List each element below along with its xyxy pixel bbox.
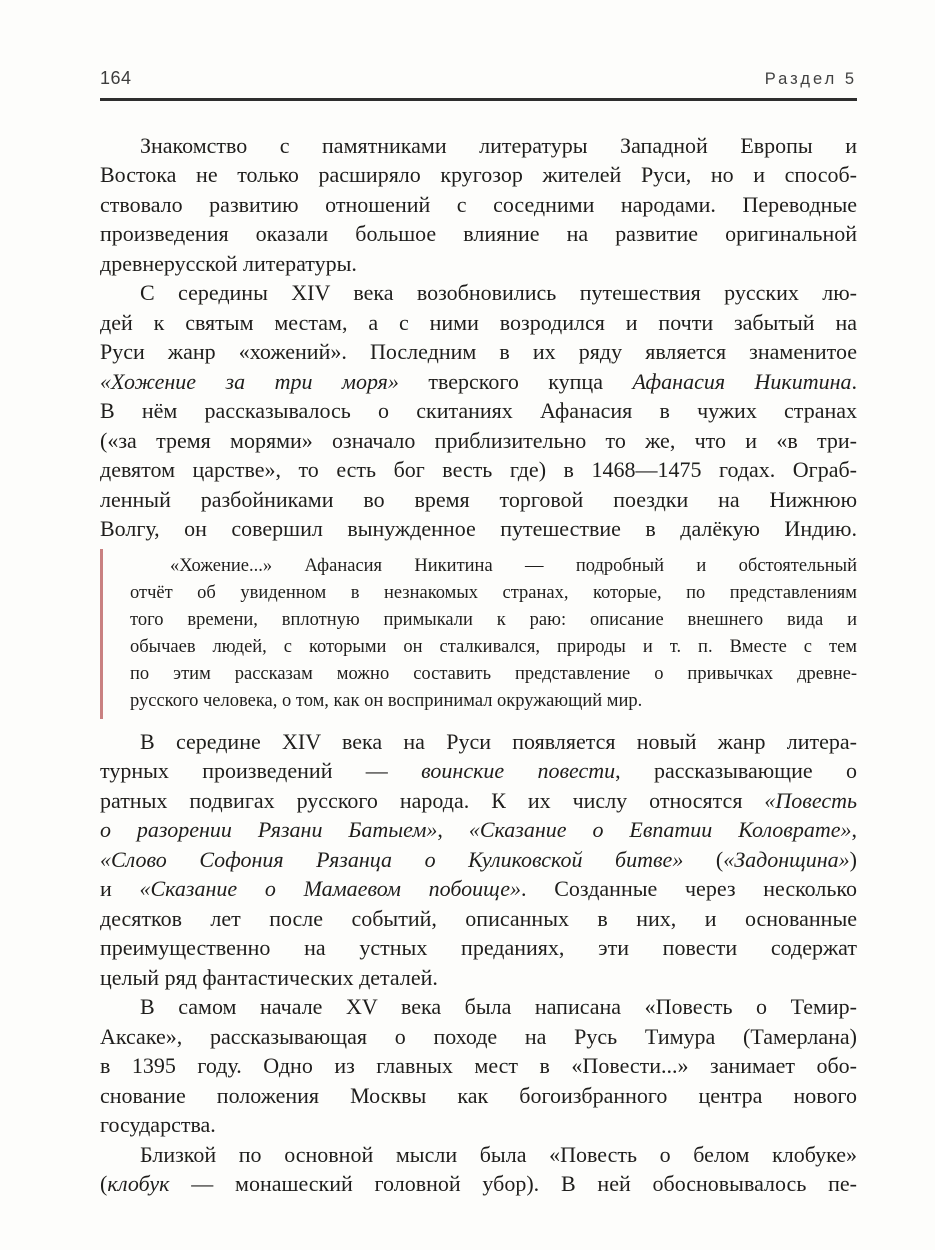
paragraph bbox=[100, 992, 857, 1140]
text-line: «Хожение...» Афанасия Никитина — подробный и обстоятельный bbox=[170, 555, 857, 576]
text-line: целый ряд фантастических деталей. bbox=[100, 964, 438, 990]
text-line: государства. bbox=[100, 1112, 216, 1137]
page-header bbox=[100, 68, 857, 89]
text-line: того времени, вплотную примыкали к раю: описание внешнего вида и bbox=[130, 609, 857, 630]
text-line: в 1395 году. Одно из главных мест в «Повести...» занимает обо- bbox=[100, 1053, 857, 1078]
text-line: снование положения Москвы как богоизбранного центра нового bbox=[100, 1082, 857, 1108]
paragraph bbox=[100, 131, 857, 279]
text-line: «Слово Софония Рязанца о Куликовской битве» («Задонщина») bbox=[100, 846, 857, 872]
text-line: Близкой по основной мысли была «Повесть о белом клобуке» bbox=[140, 1141, 857, 1167]
text-line: Руси жанр «хожений». Последним в их ряду является знаменитое bbox=[100, 339, 857, 364]
text-line: Востока не только расширяло кругозор жителей Руси, но и способ- bbox=[100, 162, 857, 187]
text-line: ствовало развитию отношений с соседними народами. Переводные bbox=[100, 191, 857, 217]
text-line: «Хожение за три моря» тверского купца Афанасия Никитина. bbox=[100, 368, 858, 394]
paragraph bbox=[100, 278, 857, 544]
text-line: турных произведений — воинские повести, рассказывающие о bbox=[100, 758, 857, 783]
inset-note bbox=[100, 549, 857, 719]
text-line: русского человека, о том, как он воспринимал окружающий мир. bbox=[130, 690, 643, 711]
text-line: В нём рассказывалось о скитаниях Афанасия в чужих странах bbox=[100, 398, 857, 423]
text-line: ленный разбойниками во время торговой поездки на Нижнюю bbox=[100, 486, 857, 512]
text-line: и «Сказание о Мамаевом побоище». Созданные через несколько bbox=[100, 876, 857, 901]
text-line: Волгу, он совершил вынужденное путешествие в далёкую Индию. bbox=[100, 516, 857, 541]
page-number: 164 bbox=[100, 68, 132, 88]
text-line: десятков лет после событий, описанных в них, и основанные bbox=[100, 905, 857, 931]
text-line: произведения оказали большое влияние на развитие оригинальной bbox=[100, 221, 857, 246]
page-text bbox=[100, 131, 857, 1199]
text-line: отчёт об увиденном в незнакомых странах, которые, по представлениям bbox=[130, 582, 857, 603]
text-line: по этим рассказам можно составить представление о привычках древне- bbox=[130, 663, 857, 684]
text-line: В самом начале XV века была написана «Повесть о Темир- bbox=[140, 994, 857, 1019]
header-rule bbox=[100, 98, 857, 101]
text-line: В середине XIV века на Руси появляется новый жанр литера- bbox=[140, 728, 857, 754]
paragraph bbox=[100, 1140, 857, 1199]
text-line: С середины XIV века возобновились путешествия русских лю- bbox=[140, 280, 857, 305]
text-line: древнерусской литературы. bbox=[100, 250, 357, 276]
text-line: дей к святым местам, а с ними возродился и почти забытый на bbox=[100, 309, 857, 335]
section-label: Раздел 5 bbox=[764, 70, 857, 88]
text-line: ратных подвигах русского народа. К их числу относятся «Повесть bbox=[100, 787, 857, 813]
text-line: преимущественно на устных преданиях, эти повести содержат bbox=[100, 935, 857, 960]
text-line: о разорении Рязани Батыем», «Сказание о Евпатии Коловрате», bbox=[100, 817, 858, 842]
text-line: (клобук — монашеский головной убор). В ней обосновывалось пе- bbox=[100, 1171, 857, 1196]
text-line: обычаев людей, с которыми он сталкивался, природы и т. п. Вместе с тем bbox=[130, 636, 857, 657]
text-line: девятом царстве», то есть бог весть где) в 1468—1475 годах. Ограб- bbox=[100, 457, 857, 482]
text-line: Аксаке», рассказывающая о походе на Русь Тимура (Тамерлана) bbox=[100, 1023, 857, 1049]
text-line: Знакомство с памятниками литературы Западной Европы и bbox=[140, 132, 857, 158]
paragraph bbox=[100, 727, 857, 993]
text-line: («за тремя морями» означало приблизительно то же, что и «в три- bbox=[100, 427, 857, 453]
